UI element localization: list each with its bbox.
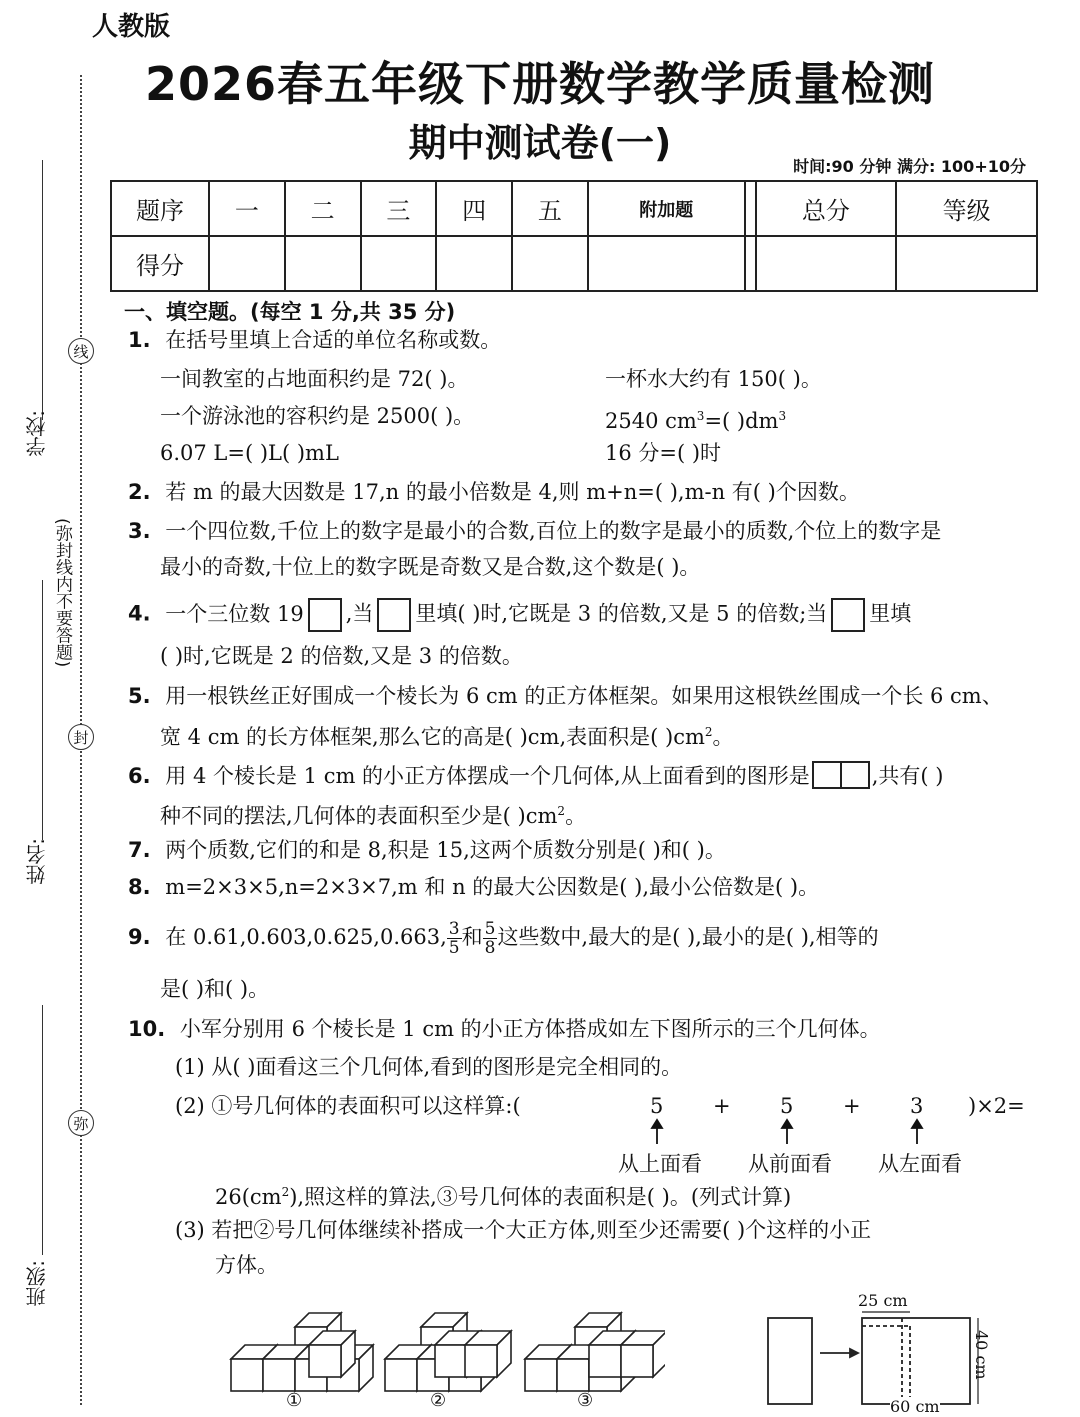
- question-text: ,当: [345, 601, 374, 626]
- page-title: 2026春五年级下册数学教学质量检测: [144, 57, 936, 111]
- question-text: 里填: [869, 601, 912, 626]
- score-row-label: 得分: [111, 236, 209, 291]
- question-text: 用 4 个棱长是 1 cm 的小正方体摆成一个几何体,从上面看到的图形是: [165, 764, 810, 788]
- question-text: ),照这样的算法,③号几何体的表面积是( )。(列式计算): [289, 1185, 792, 1209]
- binding-note: (弥封线内不要答题): [52, 518, 72, 668]
- question-3: [128, 519, 941, 543]
- calc-times-two: )×2=: [968, 1094, 1025, 1118]
- view-label-front: 从前面看: [748, 1152, 832, 1176]
- question-1-a: 一间教室的占地面积约是 72( )。: [160, 367, 469, 391]
- top-view-shape: [812, 761, 870, 794]
- score-header-cell: 五: [512, 181, 588, 236]
- question-text: 里填( )时,它既是 3 的倍数,又是 5 的倍数;当: [415, 601, 828, 626]
- dimension-top: 25 cm: [858, 1291, 908, 1310]
- calc-arrows: [640, 1118, 940, 1148]
- question-number: 5.: [128, 684, 151, 708]
- question-text: 在 0.61,0.603,0.625,0.663,: [165, 925, 447, 949]
- score-header-cell: 题序: [111, 181, 209, 236]
- score-cell[interactable]: [209, 236, 285, 291]
- score-header-row: [111, 181, 1037, 236]
- question-number: 2.: [128, 480, 151, 504]
- name-label: 姓名:: [25, 838, 49, 885]
- calc-value-top: 5: [650, 1094, 664, 1118]
- score-cell[interactable]: [512, 236, 588, 291]
- box-net-figure: [760, 1298, 1060, 1410]
- question-text: 小军分别用 6 个棱长是 1 cm 的小正方体搭成如左下图所示的三个几何体。: [179, 1017, 881, 1041]
- figure-3: [525, 1313, 665, 1391]
- question-number: 8.: [128, 875, 151, 899]
- question-number: 4.: [128, 601, 151, 626]
- score-value-row: [111, 236, 1037, 291]
- question-text: 和: [461, 925, 483, 949]
- score-cell[interactable]: [285, 236, 361, 291]
- question-text: 两个质数,它们的和是 8,积是 15,这两个质数分别是( )和( )。: [165, 838, 726, 862]
- question-text: 这些数中,最大的是( ),最小的是( ),相等的: [497, 925, 879, 949]
- q1d-sup: 3: [696, 409, 705, 423]
- question-text: 。: [565, 804, 587, 828]
- answer-box[interactable]: [308, 598, 342, 632]
- answer-box[interactable]: [831, 598, 865, 632]
- score-cell[interactable]: [436, 236, 512, 291]
- calc-plus: +: [713, 1094, 731, 1118]
- dimension-bottom: 60 cm: [890, 1397, 940, 1416]
- figure-label-2: ②: [430, 1390, 447, 1411]
- question-number: 9.: [128, 925, 151, 949]
- exam-meta: 时间:90 分钟 满分: 100+10分: [793, 157, 1026, 176]
- calc-plus: +: [843, 1094, 861, 1118]
- question-10-part1: (1) 从( )面看这三个几何体,看到的图形是完全相同的。: [175, 1055, 683, 1079]
- school-label: 学校:: [25, 410, 49, 457]
- class-label: 班级:: [25, 1260, 49, 1307]
- question-4: [128, 598, 911, 632]
- q1d-part: 2540 cm: [605, 409, 697, 433]
- score-header-cell: 附加题: [588, 181, 745, 236]
- question-2: [128, 480, 860, 504]
- question-1-b: 一杯水大约有 150( )。: [605, 367, 822, 391]
- question-3-line2: 最小的奇数,十位上的数字既是奇数又是合数,这个数是( )。: [160, 555, 701, 579]
- score-header-cell: 三: [361, 181, 437, 236]
- numerator: 3: [448, 919, 460, 939]
- question-4-line2: ( )时,它既是 2 的倍数,又是 3 的倍数。: [160, 644, 523, 668]
- question-text: 一个三位数 19: [165, 601, 304, 626]
- figure-label-1: ①: [286, 1390, 303, 1411]
- question-10-part3: (3) 若把②号几何体继续补搭成一个大正方体,则至少还需要( )个这样的小正: [175, 1218, 872, 1242]
- figure-2: [385, 1313, 511, 1391]
- question-5-line2: [160, 720, 734, 749]
- calc-value-left: 3: [910, 1094, 924, 1118]
- question-text: 26(cm: [215, 1185, 282, 1209]
- school-field-line[interactable]: [42, 160, 43, 420]
- view-label-top: 从上面看: [618, 1152, 702, 1176]
- score-cell[interactable]: [756, 236, 897, 291]
- question-7: [128, 838, 726, 862]
- question-1-f: 16 分=( )时: [605, 441, 722, 465]
- score-cell[interactable]: [588, 236, 745, 291]
- figure-label-3: ③: [577, 1390, 594, 1411]
- question-text: m=2×3×5,n=2×3×7,m 和 n 的最大公因数是( ),最小公倍数是( )。: [165, 875, 820, 899]
- question-1-e: 6.07 L=( )L( )mL: [160, 441, 339, 465]
- question-number: 1.: [128, 328, 151, 352]
- question-1-stem: [128, 328, 501, 352]
- binding-char-mi: 弥: [68, 1110, 94, 1136]
- score-header-cell: 一: [209, 181, 285, 236]
- numerator: 5: [484, 919, 496, 939]
- question-number: 10.: [128, 1017, 166, 1041]
- question-10-part3-line2: 方体。: [215, 1253, 278, 1277]
- score-header-cell: [745, 181, 756, 236]
- question-text: 在括号里填上合适的单位名称或数。: [165, 328, 502, 352]
- question-1-c: 一个游泳池的容积约是 2500( )。: [160, 404, 475, 428]
- score-cell[interactable]: [361, 236, 437, 291]
- question-10-part2-cont: [215, 1180, 791, 1209]
- question-10-part2: (2) ①号几何体的表面积可以这样算:(: [175, 1094, 521, 1118]
- q1d-part: =( )dm: [704, 409, 779, 433]
- question-6-line2: [160, 799, 586, 828]
- question-text: ,共有( ): [871, 764, 944, 788]
- figure-1: [231, 1313, 373, 1391]
- q5-sup: 2: [704, 725, 713, 739]
- question-text: 宽 4 cm 的长方体框架,那么它的高是( )cm,表面积是( )cm: [160, 725, 705, 749]
- denominator: 8: [484, 938, 496, 958]
- question-8: [128, 875, 819, 899]
- score-header-cell: 四: [436, 181, 512, 236]
- question-text: 用一根铁丝正好围成一个棱长为 6 cm 的正方体框架。如果用这根铁丝围成一个长 6 cm、: [165, 684, 1003, 708]
- page-subtitle: 期中测试卷(一): [408, 121, 672, 165]
- q10-sup: 2: [281, 1185, 290, 1199]
- binding-char-xian: 线: [68, 338, 94, 364]
- binding-char-feng: 封: [68, 724, 94, 750]
- score-table: [110, 180, 1038, 292]
- question-6: [128, 761, 943, 794]
- question-number: 3.: [128, 519, 151, 543]
- score-header-cell: 二: [285, 181, 361, 236]
- q6-sup: 2: [557, 804, 566, 818]
- answer-box[interactable]: [377, 598, 411, 632]
- view-label-left: 从左面看: [878, 1152, 962, 1176]
- class-field-line[interactable]: [42, 1005, 43, 1255]
- question-number: 6.: [128, 764, 151, 788]
- score-header-cell: 等级: [896, 181, 1037, 236]
- question-9: [128, 920, 879, 957]
- fraction-5-8: [483, 920, 498, 957]
- edition-label: 人教版: [92, 12, 171, 42]
- dimension-side: 40 cm: [972, 1330, 991, 1380]
- question-1-d: [605, 404, 786, 433]
- question-5: [128, 684, 1003, 708]
- question-text: 一个四位数,千位上的数字是最小的合数,百位上的数字是最小的质数,个位上的数字是: [165, 519, 942, 543]
- section-heading: 一、填空题。(每空 1 分,共 35 分): [124, 300, 456, 324]
- question-text: 。: [712, 725, 734, 749]
- score-cell[interactable]: [896, 236, 1037, 291]
- score-cell[interactable]: [745, 236, 756, 291]
- question-text: 种不同的摆法,几何体的表面积至少是( )cm: [160, 804, 558, 828]
- question-text: 若 m 的最大因数是 17,n 的最小倍数是 4,则 m+n=( ),m-n 有( )个因数。: [165, 480, 860, 504]
- question-10: [128, 1017, 881, 1041]
- fraction-3-5: [447, 920, 462, 957]
- q1d-sup: 3: [778, 409, 787, 423]
- calc-value-front: 5: [780, 1094, 794, 1118]
- name-field-line[interactable]: [42, 580, 43, 840]
- score-header-cell: 总分: [756, 181, 897, 236]
- question-9-line2: 是( )和( )。: [160, 977, 270, 1001]
- question-number: 7.: [128, 838, 151, 862]
- denominator: 5: [448, 938, 460, 958]
